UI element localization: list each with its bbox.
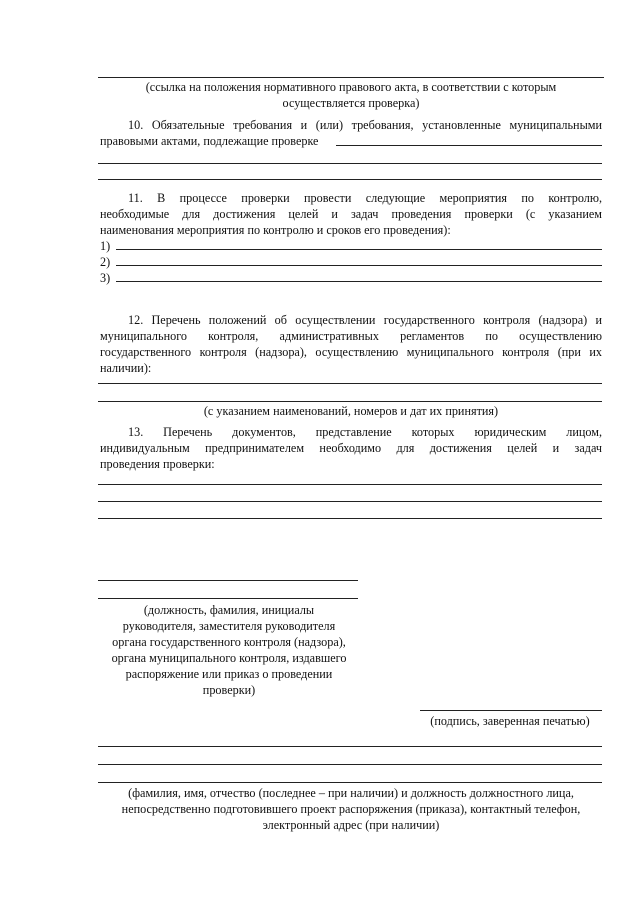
- p13-field-1[interactable]: [98, 484, 602, 485]
- head-caption-line6: проверки): [202, 683, 256, 697]
- p10-field-3[interactable]: [98, 179, 602, 180]
- p11-line3: наименования мероприятия по контролю и сроков его проведения):: [100, 223, 451, 237]
- p12-line3: государственного контроля (надзора), осуществлению муниципального контроля (при их: [100, 345, 602, 359]
- p11-line1: 11. В процессе проверки провести следующие мероприятия по контролю,: [128, 191, 602, 205]
- head-caption-line3: органа государственного контроля (надзора),: [112, 635, 346, 649]
- p11-line2: необходимые для достижения целей и задач проведения проверки (с указанием: [100, 207, 602, 221]
- p12-line1: 12. Перечень положений об осуществлении государственного контроля (надзора) и: [128, 313, 602, 327]
- head-caption-line5: распоряжение или приказ о проведении: [125, 667, 333, 681]
- preparer-caption-line1: (фамилия, имя, отчество (последнее – при наличии) и должность должностного лица,: [128, 786, 574, 800]
- p12-line2: муниципального контроля, административных регламентов по осуществлению: [100, 329, 602, 343]
- head-caption-line2: руководителя, заместителя руководителя: [122, 619, 336, 633]
- p12-line4: наличии):: [100, 361, 152, 375]
- signature-field[interactable]: [420, 710, 602, 711]
- p11-item-1: 1): [100, 239, 111, 253]
- p10-field-2[interactable]: [98, 163, 602, 164]
- p13-line2: индивидуальным предпринимателем необходимо для достижения целей и задач: [100, 441, 602, 455]
- ref-line: [98, 77, 604, 78]
- preparer-caption-line2: непосредственно подготовившего проект распоряжения (приказа), контактный телефон,: [121, 802, 581, 816]
- p10-line2: правовыми актами, подлежащие проверке: [100, 134, 319, 148]
- head-caption-line4: органа муниципального контроля, издавшего: [111, 651, 347, 665]
- p12-field-1[interactable]: [98, 383, 602, 384]
- p11-item-3: 3): [100, 271, 111, 285]
- p13-line3: проведения проверки:: [100, 457, 215, 471]
- p11-field-1[interactable]: [116, 249, 602, 250]
- preparer-field-2[interactable]: [98, 764, 602, 765]
- preparer-caption-line3: электронный адрес (при наличии): [262, 818, 440, 832]
- p13-field-2[interactable]: [98, 501, 602, 502]
- p11-field-3[interactable]: [116, 281, 602, 282]
- p11-field-2[interactable]: [116, 265, 602, 266]
- signature-caption: (подпись, заверенная печатью): [430, 714, 590, 728]
- p13-line1: 13. Перечень документов, представление которых юридическим лицом,: [128, 425, 602, 439]
- p10-line1: 10. Обязательные требования и (или) требования, установленные муниципальными: [128, 118, 602, 132]
- p12-field-2[interactable]: [98, 401, 602, 402]
- ref-caption: (ссылка на положения нормативного правового акта, в соответствии с которым осуществляется проверка): [145, 80, 557, 110]
- head-field-2[interactable]: [98, 598, 358, 599]
- head-caption: [98, 602, 360, 698]
- preparer-field-3[interactable]: [98, 782, 602, 783]
- p13-field-3[interactable]: [98, 518, 602, 519]
- head-field-1[interactable]: [98, 580, 358, 581]
- preparer-field-1[interactable]: [98, 746, 602, 747]
- head-caption-line1: (должность, фамилия, инициалы: [143, 603, 315, 617]
- p11-item-2: 2): [100, 255, 111, 269]
- p10-field-1[interactable]: [336, 145, 602, 146]
- p12-caption: (с указанием наименований, номеров и дат их принятия): [203, 404, 499, 418]
